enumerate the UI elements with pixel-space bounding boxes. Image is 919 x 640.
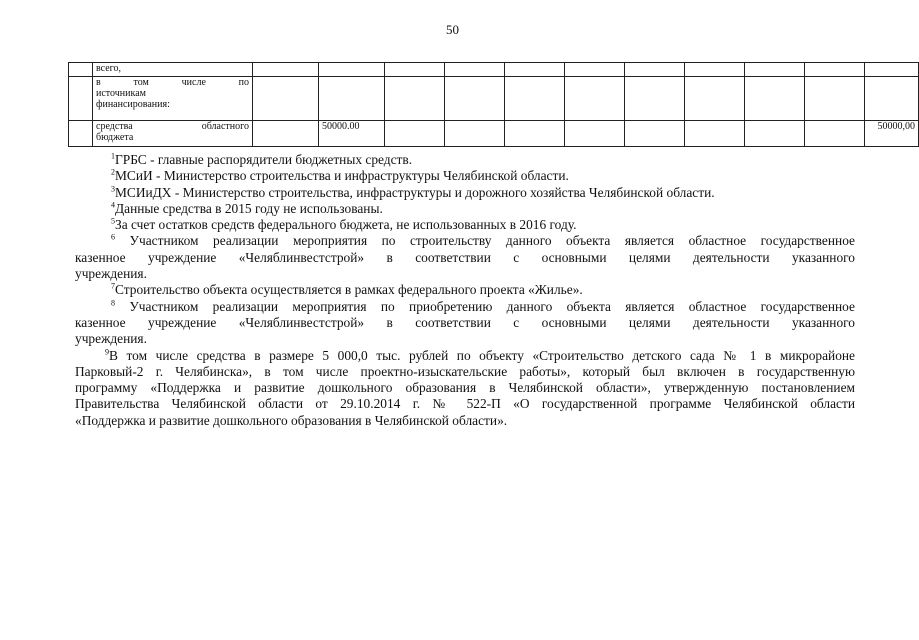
- table-cell: [565, 63, 625, 77]
- row-label-sources: [93, 77, 253, 121]
- table-cell: [505, 121, 565, 147]
- table-cell: [865, 63, 919, 77]
- footnote-text: МСИиДХ - Министерство строительства, инфраструктуры и дорожного хозяйства Челябинской области.: [115, 184, 715, 200]
- table-cell: [69, 77, 93, 121]
- footnote-text: МСиИ - Министерство строительства и инфраструктуры Челябинской области.: [115, 168, 569, 184]
- table-cell: [625, 63, 685, 77]
- table-row: [69, 77, 919, 121]
- footnote-line: программу «Поддержка и развитие дошкольного образования в Челябинской области», утвержденную постановлением: [75, 380, 855, 396]
- row-label-regional-budget: [93, 121, 253, 147]
- table-cell: [445, 121, 505, 147]
- footnote-line: казенное учреждение «Челяблинвестстрой» в соответствии с основными целями деятельности указанного: [75, 314, 855, 330]
- table-cell: [625, 77, 685, 121]
- table-row: [69, 63, 919, 77]
- footnote: [75, 299, 855, 348]
- footnote-mark: 2: [111, 167, 115, 177]
- table-cell: [805, 121, 865, 147]
- footnote-line: учреждения.: [75, 266, 147, 282]
- table-cell: [69, 63, 93, 77]
- table-cell: [865, 77, 919, 121]
- table-cell: [685, 77, 745, 121]
- table-cell: [253, 63, 319, 77]
- footnote-text: За счет остатков средств федерального бюджета, не использованных в 2016 году.: [115, 217, 577, 233]
- table-row: [69, 121, 919, 147]
- footnote-line: [75, 299, 855, 315]
- table-cell: [319, 77, 385, 121]
- row-label-line: в том числе по: [96, 77, 249, 88]
- footnote-mark: 6: [111, 233, 115, 243]
- footnote: [75, 348, 855, 429]
- footnotes: [75, 152, 855, 429]
- footnote-mark: 7: [111, 281, 115, 291]
- table-cell: [565, 77, 625, 121]
- footnote-mark: 4: [111, 200, 115, 210]
- table-cell: [565, 121, 625, 147]
- table-cell: [625, 121, 685, 147]
- row-label-line: бюджета: [96, 132, 134, 143]
- table-cell: [685, 63, 745, 77]
- footnote-text: Участником реализации мероприятия по приобретению данного объекта является областное государственное: [129, 298, 855, 314]
- row-label-line: источникам: [96, 88, 146, 99]
- footnote: [75, 168, 855, 184]
- footnote-text: Данные средства в 2015 году не использованы.: [115, 200, 383, 216]
- table-cell-value: 50000,00: [865, 121, 919, 147]
- row-label-line: финансирования:: [96, 99, 170, 110]
- table-cell: [253, 77, 319, 121]
- table-cell: [805, 63, 865, 77]
- table-cell: [445, 63, 505, 77]
- table-cell: [805, 77, 865, 121]
- table-cell: [685, 121, 745, 147]
- footnote-mark: 5: [111, 216, 115, 226]
- table-cell: [385, 121, 445, 147]
- footnote-line: Правительства Челябинской области от 29.10.2014 г. № 522-П «О государственной программе Челябинской области: [75, 396, 855, 412]
- footnote: [75, 217, 855, 233]
- row-label-total: всего,: [93, 63, 253, 77]
- footnote: [75, 185, 855, 201]
- table-cell: [385, 77, 445, 121]
- footnote-line: Парковый-2 г. Челябинска», в том числе проектно-изыскательские работы», который был включен в государственную: [75, 363, 855, 379]
- row-label-line: средства областного: [96, 121, 249, 132]
- footnote: [75, 282, 855, 298]
- table-cell: [253, 121, 319, 147]
- footnote: [75, 201, 855, 217]
- financing-table: [68, 62, 919, 147]
- footnote-mark: 9: [105, 347, 109, 357]
- footnote-line: [75, 233, 855, 249]
- table-cell: [745, 63, 805, 77]
- footnote: [75, 152, 855, 168]
- page-number: 50: [446, 22, 459, 37]
- footnote-text: ГРБС - главные распорядители бюджетных средств.: [115, 152, 413, 167]
- table-cell: [505, 63, 565, 77]
- footnote: [75, 233, 855, 282]
- footnote-text: Участником реализации мероприятия по строительству данного объекта является областное государственное: [129, 233, 855, 249]
- table-cell: [505, 77, 565, 121]
- table-cell: [69, 121, 93, 147]
- table-cell: [385, 63, 445, 77]
- footnote-mark: 3: [111, 184, 115, 194]
- footnote-text: В том числе средства в размере 5 000,0 тыс. рублей по объекту «Строительство детского сада № 1 в микрорайоне: [109, 347, 855, 363]
- table-cell: [745, 121, 805, 147]
- table-cell: [445, 77, 505, 121]
- footnote-line: казенное учреждение «Челяблинвестстрой» в соответствии с основными целями деятельности указанного: [75, 249, 855, 265]
- footnote-line: «Поддержка и развитие дошкольного образования в Челябинской области».: [75, 412, 508, 428]
- footnote-line: [75, 348, 855, 364]
- table-cell: [319, 63, 385, 77]
- table-cell-value: 50000.00: [319, 121, 385, 147]
- footnote-text: Строительство объекта осуществляется в рамках федерального проекта «Жилье».: [115, 282, 583, 298]
- footnote-mark: 1: [111, 151, 115, 161]
- footnote-mark: 8: [111, 298, 115, 308]
- table-cell: [745, 77, 805, 121]
- footnote-line: учреждения.: [75, 331, 147, 347]
